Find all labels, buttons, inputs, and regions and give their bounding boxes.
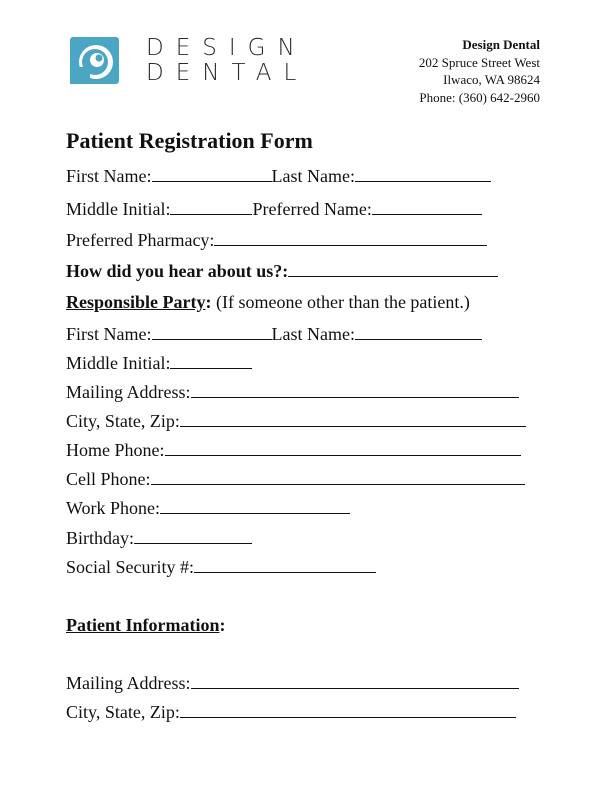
- rp-work-phone-row: [66, 497, 350, 519]
- patient-information-heading-row: [66, 614, 225, 636]
- pi-mailing-address-label: Mailing Address:: [66, 673, 191, 693]
- rp-birthday-row: [66, 527, 252, 549]
- rp-name-row: [66, 323, 482, 345]
- rp-first-name-label: First Name:: [66, 324, 152, 344]
- rp-last-name-label: Last Name:: [271, 324, 355, 344]
- rp-cell-phone-label: Cell Phone:: [66, 469, 151, 489]
- rp-home-phone-label: Home Phone:: [66, 440, 165, 460]
- hear-about-label: How did you hear about us?:: [66, 261, 289, 281]
- rp-mailing-address-label: Mailing Address:: [66, 382, 191, 402]
- pharmacy-row: [66, 229, 487, 251]
- referral-row: [66, 260, 498, 282]
- first-name-field[interactable]: [152, 166, 272, 182]
- rp-ssn-field[interactable]: [194, 557, 376, 573]
- rp-cell-phone-row: [66, 468, 525, 490]
- preferred-name-label: Preferred Name:: [252, 199, 372, 219]
- rp-ssn-label: Social Security #:: [66, 557, 194, 577]
- rp-middle-initial-label: Middle Initial:: [66, 353, 171, 373]
- pi-city-state-zip-label: City, State, Zip:: [66, 702, 180, 722]
- patient-information-colon: :: [219, 615, 226, 635]
- logo-wordmark: [146, 36, 308, 86]
- company-logo: [70, 36, 320, 88]
- preferred-pharmacy-field[interactable]: [214, 230, 487, 246]
- rp-ssn-row: [66, 556, 376, 578]
- page-title: Patient Registration Form: [66, 128, 313, 153]
- preferred-name-field[interactable]: [372, 199, 482, 215]
- patient-name-row: [66, 165, 491, 187]
- rp-city-row: [66, 410, 526, 432]
- patient-information-heading: Patient Information: [66, 615, 220, 635]
- pi-city-state-zip-field[interactable]: [180, 702, 516, 718]
- responsible-party-note: (If someone other than the patient.): [211, 292, 470, 312]
- rp-address-row: [66, 381, 519, 403]
- rp-initial-row: [66, 352, 252, 374]
- logo-line-1: DESIGN: [146, 35, 307, 61]
- rp-city-state-zip-label: City, State, Zip:: [66, 411, 180, 431]
- responsible-party-heading: Responsible Party: [66, 292, 206, 312]
- last-name-label: Last Name:: [271, 166, 355, 186]
- responsible-party-heading-row: [66, 291, 470, 313]
- rp-birthday-field[interactable]: [134, 528, 252, 544]
- rp-home-phone-row: [66, 439, 521, 461]
- hear-about-field[interactable]: [288, 261, 498, 277]
- rp-cell-phone-field[interactable]: [151, 469, 525, 485]
- rp-middle-initial-field[interactable]: [170, 353, 252, 369]
- company-city: Ilwaco, WA 98624: [443, 72, 540, 87]
- patient-initial-row: [66, 198, 482, 220]
- company-phone: Phone: (360) 642-2960: [419, 89, 540, 105]
- rp-birthday-label: Birthday:: [66, 528, 134, 548]
- last-name-field[interactable]: [355, 166, 491, 182]
- rp-work-phone-label: Work Phone:: [66, 498, 161, 518]
- pi-address-row: [66, 672, 519, 694]
- first-name-label: First Name:: [66, 166, 152, 186]
- middle-initial-field[interactable]: [170, 199, 252, 215]
- company-name: Design Dental: [462, 37, 540, 52]
- responsible-party-colon: :: [205, 292, 212, 312]
- rp-mailing-address-field[interactable]: [191, 382, 519, 398]
- rp-work-phone-field[interactable]: [160, 498, 350, 514]
- rp-city-state-zip-field[interactable]: [180, 411, 526, 427]
- rp-home-phone-field[interactable]: [165, 440, 521, 456]
- pi-mailing-address-field[interactable]: [191, 673, 519, 689]
- preferred-pharmacy-label: Preferred Pharmacy:: [66, 230, 215, 250]
- company-street: 202 Spruce Street West: [418, 54, 540, 70]
- rp-first-name-field[interactable]: [152, 324, 272, 340]
- pi-city-row: [66, 701, 516, 723]
- middle-initial-label: Middle Initial:: [66, 199, 171, 219]
- logo-wave-icon: [70, 37, 119, 84]
- logo-line-2: DENTAL: [146, 60, 309, 86]
- rp-last-name-field[interactable]: [355, 324, 482, 340]
- company-address: [419, 36, 540, 106]
